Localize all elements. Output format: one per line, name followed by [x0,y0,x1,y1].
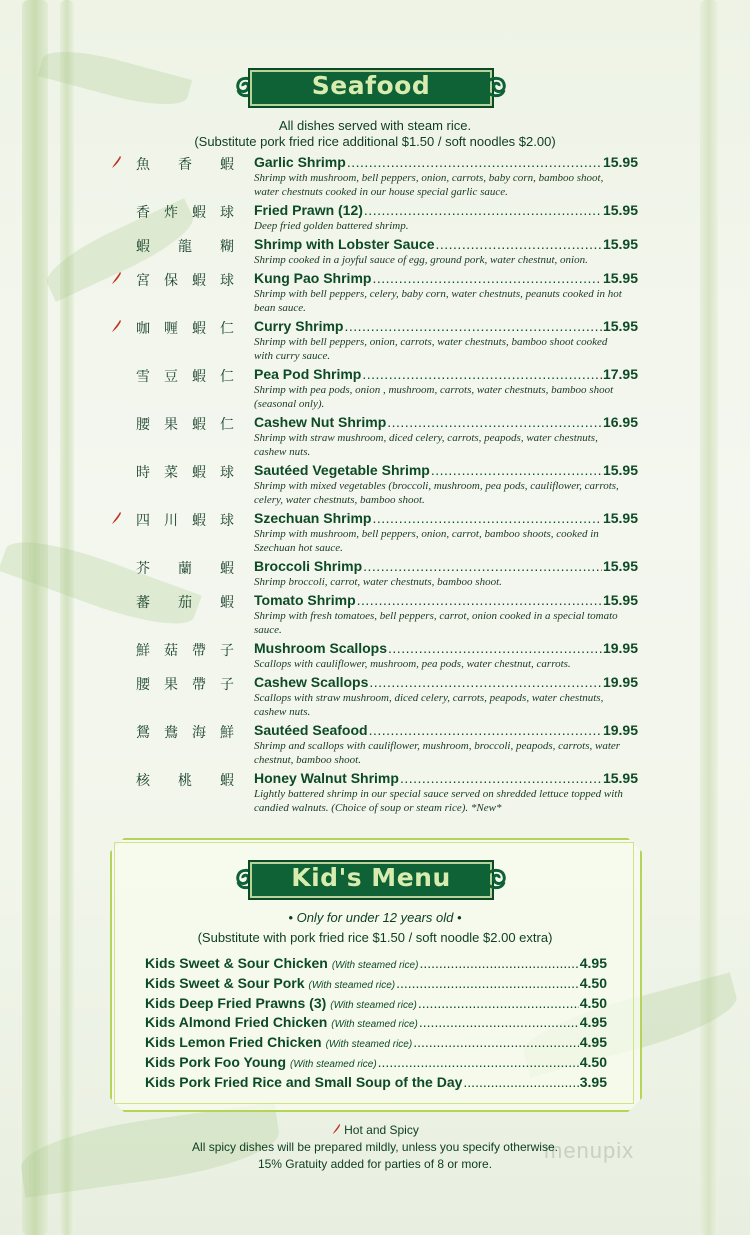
item-price: 15.95 [602,202,638,218]
item-price: 16.95 [602,414,638,430]
spicy-legend [0,1123,750,1137]
dot-leader [463,1074,578,1090]
item-price: 17.95 [602,366,638,382]
item-name: Broccoli Shrimp [254,558,363,574]
item-price: 15.95 [602,154,638,170]
item-name-line [254,270,638,286]
gratuity-note: 15% Gratuity added for parties of 8 or more. [257,1157,493,1171]
kids-item-name: Kids Sweet & Sour Pork [145,974,305,991]
item-description: Shrimp with fresh tomatoes, bell peppers, carrot, onion cooked in a special tomato sauce. [254,610,618,636]
kids-item-price: 4.50 [579,974,607,991]
item-description: Shrimp with mushroom, bell peppers, onion, carrots, baby corn, bamboo shoot, water chestnuts cooked in our house special garlic sauce. [254,172,604,198]
chinese-name: 芥 蘭 蝦 [136,561,234,577]
dot-leader [369,674,602,690]
dot-leader [388,640,602,656]
chinese-name: 宮 保 蝦 球 [136,273,234,289]
item-description: Shrimp with mixed vegetables (broccoli, mushroom, pea pods, cauliflower, carrots, celery, water chestnuts, bamboo shoot. [254,480,619,506]
kids-item-note: (With steamed rice) [290,1059,377,1070]
dot-leader [435,236,601,252]
item-name-line [254,592,638,608]
chinese-name: 核 桃 蝦 [136,773,234,789]
kids-item-name: Kids Sweet & Sour Chicken [145,955,328,971]
dot-leader [419,955,578,971]
chinese-name: 蕃 茄 蝦 [136,595,234,611]
dot-leader [347,154,602,170]
kids-item-note: (With steamed rice) [325,1039,413,1051]
kids-menu-item [145,1074,607,1090]
chili-pepper-icon [331,1123,341,1135]
dot-leader [387,414,602,430]
item-price: 15.95 [602,510,638,526]
dot-leader [372,510,601,526]
kids-item-note: (With steamed rice) [331,960,419,971]
seafood-note: All dishes served with steam rice. [278,118,472,133]
item-description: Shrimp broccoli, carrot, water chestnuts, bamboo shoot. [254,576,502,588]
chili-pepper-icon [110,155,122,169]
chinese-name: 腰 果 蝦 仁 [136,417,234,433]
item-name: Mushroom Scallops [254,640,388,656]
dot-leader [372,270,602,286]
item-name-line [254,510,638,526]
chinese-name: 香 炸 蝦 球 [136,205,234,221]
item-name-line [254,558,638,574]
item-price: 19.95 [602,640,638,656]
item-name: Honey Walnut Shrimp [254,770,399,786]
item-name: Curry Shrimp [254,318,344,334]
item-name: Pea Pod Shrimp [254,366,362,382]
item-price: 15.95 [602,462,638,478]
kids-substitute-note: (Substitute with pork fried rice $1.50 / soft noodle $2.00 extra) [197,930,553,945]
chinese-name: 蝦 龍 糊 [136,239,234,255]
kids-item-price: 4.50 [579,994,607,1011]
kids-menu-item [145,1054,607,1070]
item-description: Deep fried golden battered shrimp. [254,220,409,232]
item-description: Lightly battered shrimp in our special sauce served on shredded lettuce topped with candied walnuts. (Choice of soup or steam rice). *New* [254,788,623,814]
item-price: 15.95 [602,236,638,252]
item-description: Shrimp and scallops with cauliflower, mushroom, broccoli, peapods, carrots, water chestnut, bamboo shoot. [254,740,621,766]
item-name: Cashew Scallops [254,674,369,690]
chili-pepper-icon [110,511,122,525]
item-name: Tomato Shrimp [254,592,356,608]
dot-leader [344,318,601,334]
bamboo-stalk [700,0,718,1235]
item-price: 19.95 [602,722,638,738]
chinese-name: 雪 豆 蝦 仁 [136,369,234,385]
section-title: Seafood [311,71,431,100]
dot-leader [357,592,602,608]
dot-leader [418,995,579,1011]
item-name-line [254,202,638,218]
item-name: Fried Prawn (12) [254,202,363,218]
chinese-name: 時 菜 蝦 球 [136,465,234,481]
dot-leader [363,558,602,574]
chili-pepper-icon [110,271,122,285]
kids-item-name: Kids Deep Fried Prawns (3) [145,994,327,1011]
chinese-name: 鮮 菇 帶 子 [136,643,234,659]
kids-item-name: Kids Pork Fried Rice and Small Soup of the Day [145,1073,463,1090]
dot-leader [362,366,602,382]
item-name: Shrimp with Lobster Sauce [254,236,435,252]
item-description: Shrimp with bell peppers, celery, baby corn, water chestnuts, peanuts cooked in hot bean sauce. [254,288,622,314]
kids-item-price: 4.95 [579,1034,607,1051]
seafood-banner [234,68,508,108]
dot-leader [413,1034,579,1050]
kids-menu-item [145,1014,607,1030]
spicy-policy-note: All spicy dishes will be prepared mildly, unless you specify otherwise. [192,1140,558,1154]
kids-item-price: 3.95 [579,1073,607,1090]
item-name: Sautéed Vegetable Shrimp [254,462,430,478]
kids-banner [234,860,508,900]
item-name-line [254,414,638,430]
item-description: Scallops with cauliflower, mushroom, pea pods, water chestnut, carrots. [254,658,571,670]
item-name: Szechuan Shrimp [254,510,372,526]
dot-leader [369,722,602,738]
item-name-line [254,154,638,170]
kids-item-name: Kids Lemon Fried Chicken [145,1034,322,1051]
item-description: Shrimp with mushroom, bell peppers, onion, carrot, bamboo shoots, cooked in Szechuan hot sauce. [254,528,599,554]
dot-leader [378,1054,579,1070]
dot-leader [400,770,602,786]
kids-item-price: 4.50 [579,1054,607,1070]
dot-leader [419,1014,579,1030]
item-price: 15.95 [602,318,638,334]
kids-age-note: • Only for under 12 years old • [288,910,462,925]
kids-menu-item [145,955,607,971]
kids-item-note: (With steamed rice) [330,999,417,1011]
watermark: menupix [544,1138,635,1163]
item-name-line [254,640,638,656]
item-name-line [254,236,638,252]
kids-item-name: Kids Pork Foo Young [145,1054,287,1070]
spicy-legend-text: Hot and Spicy [344,1123,419,1137]
kids-menu-item [145,995,607,1011]
item-description: Shrimp with pea pods, onion , mushroom, carrots, water chestnuts, bamboo shoot (seasonal only). [254,384,614,410]
item-name-line [254,462,638,478]
kids-menu-item [145,1034,607,1050]
dot-leader [431,462,602,478]
item-description: Shrimp cooked in a joyful sauce of egg, ground pork, water chestnut, onion. [254,254,588,266]
chili-pepper-icon [110,319,122,333]
kids-item-note: (With steamed rice) [331,1019,418,1031]
item-price: 15.95 [602,270,638,286]
item-name-line [254,770,638,786]
item-name-line [254,674,638,690]
ornament-icon [480,72,508,102]
item-name-line [254,366,638,382]
item-name-line [254,318,638,334]
chinese-name: 腰 果 帶 子 [136,677,234,693]
item-description: Shrimp with bell peppers, onion, carrots, water chestnuts, bamboo shoot cooked with curry sauce. [254,336,608,362]
chinese-name: 咖 喱 蝦 仁 [136,321,234,337]
dot-leader [396,975,579,991]
section-title: Kid's Menu [291,863,451,892]
item-description: Scallops with straw mushroom, diced celery, carrots, peapods, water chestnuts, cashew nuts. [254,692,604,718]
item-name-line [254,722,638,738]
item-price: 15.95 [602,592,638,608]
seafood-substitute-note: (Substitute pork fried rice additional $1.50 / soft noodles $2.00) [194,134,556,149]
item-price: 19.95 [602,674,638,690]
item-price: 15.95 [602,770,638,786]
item-description: Shrimp with straw mushroom, diced celery, carrots, peapods, water chestnuts, cashew nuts. [254,432,598,458]
item-name: Cashew Nut Shrimp [254,414,387,430]
item-name: Kung Pao Shrimp [254,270,372,286]
bamboo-stalk [60,0,74,1235]
item-name: Sautéed Seafood [254,722,368,738]
kids-item-price: 4.95 [579,1014,607,1031]
kids-item-price: 4.95 [579,955,607,971]
ornament-icon [480,864,508,894]
item-name: Garlic Shrimp [254,154,346,170]
dot-leader [364,202,602,218]
kids-item-name: Kids Almond Fried Chicken [145,1014,328,1031]
chinese-name: 魚 香 蝦 [136,157,234,173]
chinese-name: 鴛 鴦 海 鮮 [136,725,234,741]
kids-menu-item [145,975,607,991]
item-price: 15.95 [602,558,638,574]
kids-item-note: (With steamed rice) [308,979,396,991]
chinese-name: 四 川 蝦 球 [136,513,234,529]
bamboo-stalk [22,0,48,1235]
